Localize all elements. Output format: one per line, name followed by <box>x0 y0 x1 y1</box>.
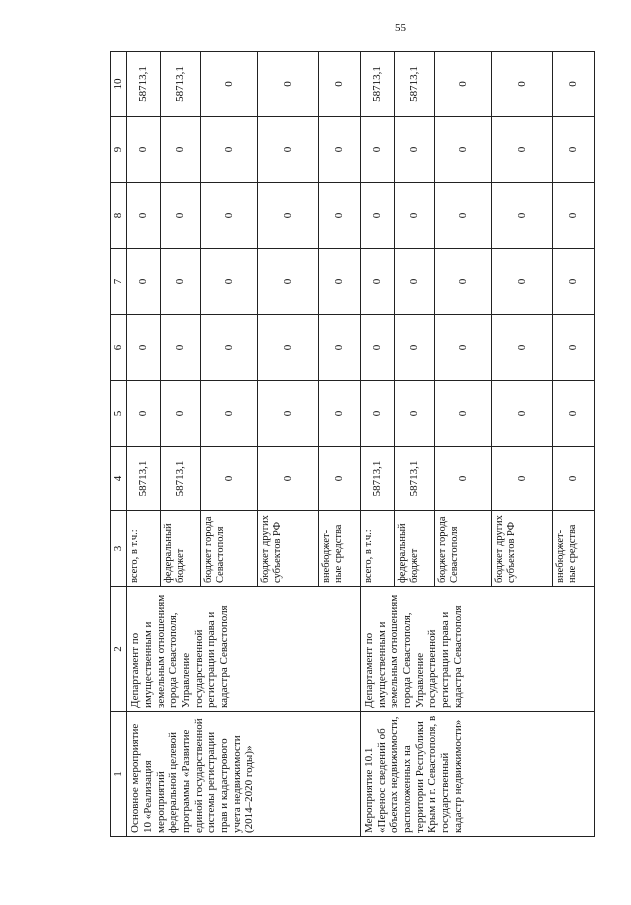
value-cell: 0 <box>434 117 492 183</box>
value-cell: 0 <box>492 249 553 315</box>
value-cell: 0 <box>361 249 395 315</box>
value-cell: 0 <box>492 183 553 249</box>
value-cell: 0 <box>127 249 161 315</box>
value-cell: 0 <box>434 183 492 249</box>
value-cell: 0 <box>361 381 395 447</box>
funding-source-cell: федеральный бюджет <box>160 511 200 587</box>
value-cell: 0 <box>258 52 319 117</box>
value-cell: 0 <box>492 52 553 117</box>
value-cell: 0 <box>319 315 361 381</box>
value-cell: 0 <box>319 52 361 117</box>
value-cell: 0 <box>200 315 258 381</box>
value-cell: 0 <box>160 117 200 183</box>
value-cell: 0 <box>552 447 594 511</box>
funding-source-cell: всего, в т.ч.: <box>127 511 161 587</box>
funding-source-cell: федеральный бюджет <box>394 511 434 587</box>
funding-source-cell: внебюджет-ные средства <box>552 511 594 587</box>
funding-source-cell: бюджет других субъектов РФ <box>492 511 553 587</box>
value-cell: 0 <box>434 447 492 511</box>
value-cell: 0 <box>361 315 395 381</box>
column-header: 4 <box>111 447 127 511</box>
value-cell: 0 <box>127 183 161 249</box>
value-cell: 0 <box>394 249 434 315</box>
rotated-table-wrapper <box>110 52 595 837</box>
table-row <box>127 52 161 837</box>
column-header: 1 <box>111 712 127 837</box>
value-cell: 0 <box>552 52 594 117</box>
value-cell: 0 <box>361 183 395 249</box>
value-cell: 58713,1 <box>127 447 161 511</box>
funding-source-cell: бюджет города Севастополя <box>434 511 492 587</box>
financing-table <box>110 51 595 837</box>
value-cell: 58713,1 <box>394 447 434 511</box>
value-cell: 0 <box>552 381 594 447</box>
column-header: 3 <box>111 511 127 587</box>
executor-cell: Департамент по имущественным и земельным отношениям города Севастополя, Управление государственной регистрации права и кадастра Севастополя <box>127 587 361 712</box>
value-cell: 0 <box>492 447 553 511</box>
column-header: 10 <box>111 52 127 117</box>
column-header: 6 <box>111 315 127 381</box>
column-header: 5 <box>111 381 127 447</box>
value-cell: 0 <box>361 117 395 183</box>
value-cell: 0 <box>319 183 361 249</box>
value-cell: 0 <box>258 447 319 511</box>
header-row <box>111 52 127 837</box>
executor-cell: Департамент по имущественным и земельным отношениям города Севастополя, Управление государственной регистрации права и кадастра Севастополя <box>361 587 595 712</box>
value-cell: 0 <box>258 315 319 381</box>
value-cell: 0 <box>127 381 161 447</box>
value-cell: 0 <box>160 381 200 447</box>
page-number: 55 <box>395 22 406 34</box>
funding-source-cell: бюджет города Севастополя <box>200 511 258 587</box>
value-cell: 0 <box>552 249 594 315</box>
value-cell: 0 <box>319 381 361 447</box>
value-cell: 0 <box>319 447 361 511</box>
value-cell: 0 <box>258 381 319 447</box>
value-cell: 0 <box>258 117 319 183</box>
value-cell: 0 <box>552 117 594 183</box>
value-cell: 0 <box>160 315 200 381</box>
value-cell: 0 <box>258 183 319 249</box>
value-cell: 58713,1 <box>160 52 200 117</box>
value-cell: 0 <box>552 183 594 249</box>
value-cell: 0 <box>127 315 161 381</box>
value-cell: 0 <box>492 381 553 447</box>
value-cell: 0 <box>200 117 258 183</box>
column-header: 9 <box>111 117 127 183</box>
value-cell: 0 <box>492 117 553 183</box>
value-cell: 58713,1 <box>160 447 200 511</box>
value-cell: 0 <box>160 249 200 315</box>
value-cell: 0 <box>394 183 434 249</box>
value-cell: 0 <box>492 315 553 381</box>
value-cell: 0 <box>200 52 258 117</box>
value-cell: 0 <box>200 381 258 447</box>
value-cell: 58713,1 <box>361 447 395 511</box>
value-cell: 0 <box>200 249 258 315</box>
column-header: 8 <box>111 183 127 249</box>
funding-source-cell: всего, в т.ч.: <box>361 511 395 587</box>
value-cell: 58713,1 <box>361 52 395 117</box>
funding-source-cell: бюджет других субъектов РФ <box>258 511 319 587</box>
value-cell: 0 <box>319 249 361 315</box>
value-cell: 0 <box>552 315 594 381</box>
value-cell: 0 <box>160 183 200 249</box>
column-header: 7 <box>111 249 127 315</box>
value-cell: 0 <box>200 447 258 511</box>
value-cell: 0 <box>319 117 361 183</box>
value-cell: 0 <box>434 52 492 117</box>
value-cell: 0 <box>200 183 258 249</box>
table-row <box>361 52 395 837</box>
activity-name-cell: Основное мероприятие 10 «Реализация мероприятий федеральной целевой программы «Развитие единой государственной системы регистрации прав и кадастрового учета недвижимости (2014–2020 годы)» <box>127 712 361 837</box>
table-body <box>111 52 595 837</box>
value-cell: 0 <box>127 117 161 183</box>
value-cell: 0 <box>394 381 434 447</box>
value-cell: 0 <box>434 315 492 381</box>
value-cell: 0 <box>434 249 492 315</box>
value-cell: 0 <box>394 315 434 381</box>
activity-name-cell: Мероприятие 10.1 «Перенос сведений об объектах недвижимости, расположенных на территории Республики Крым и г. Севастополя, в государственный кадастр недвижимости» <box>361 712 595 837</box>
value-cell: 58713,1 <box>394 52 434 117</box>
value-cell: 0 <box>394 117 434 183</box>
value-cell: 0 <box>434 381 492 447</box>
value-cell: 0 <box>258 249 319 315</box>
column-header: 2 <box>111 587 127 712</box>
funding-source-cell: внебюджет-ные средства <box>319 511 361 587</box>
value-cell: 58713,1 <box>127 52 161 117</box>
